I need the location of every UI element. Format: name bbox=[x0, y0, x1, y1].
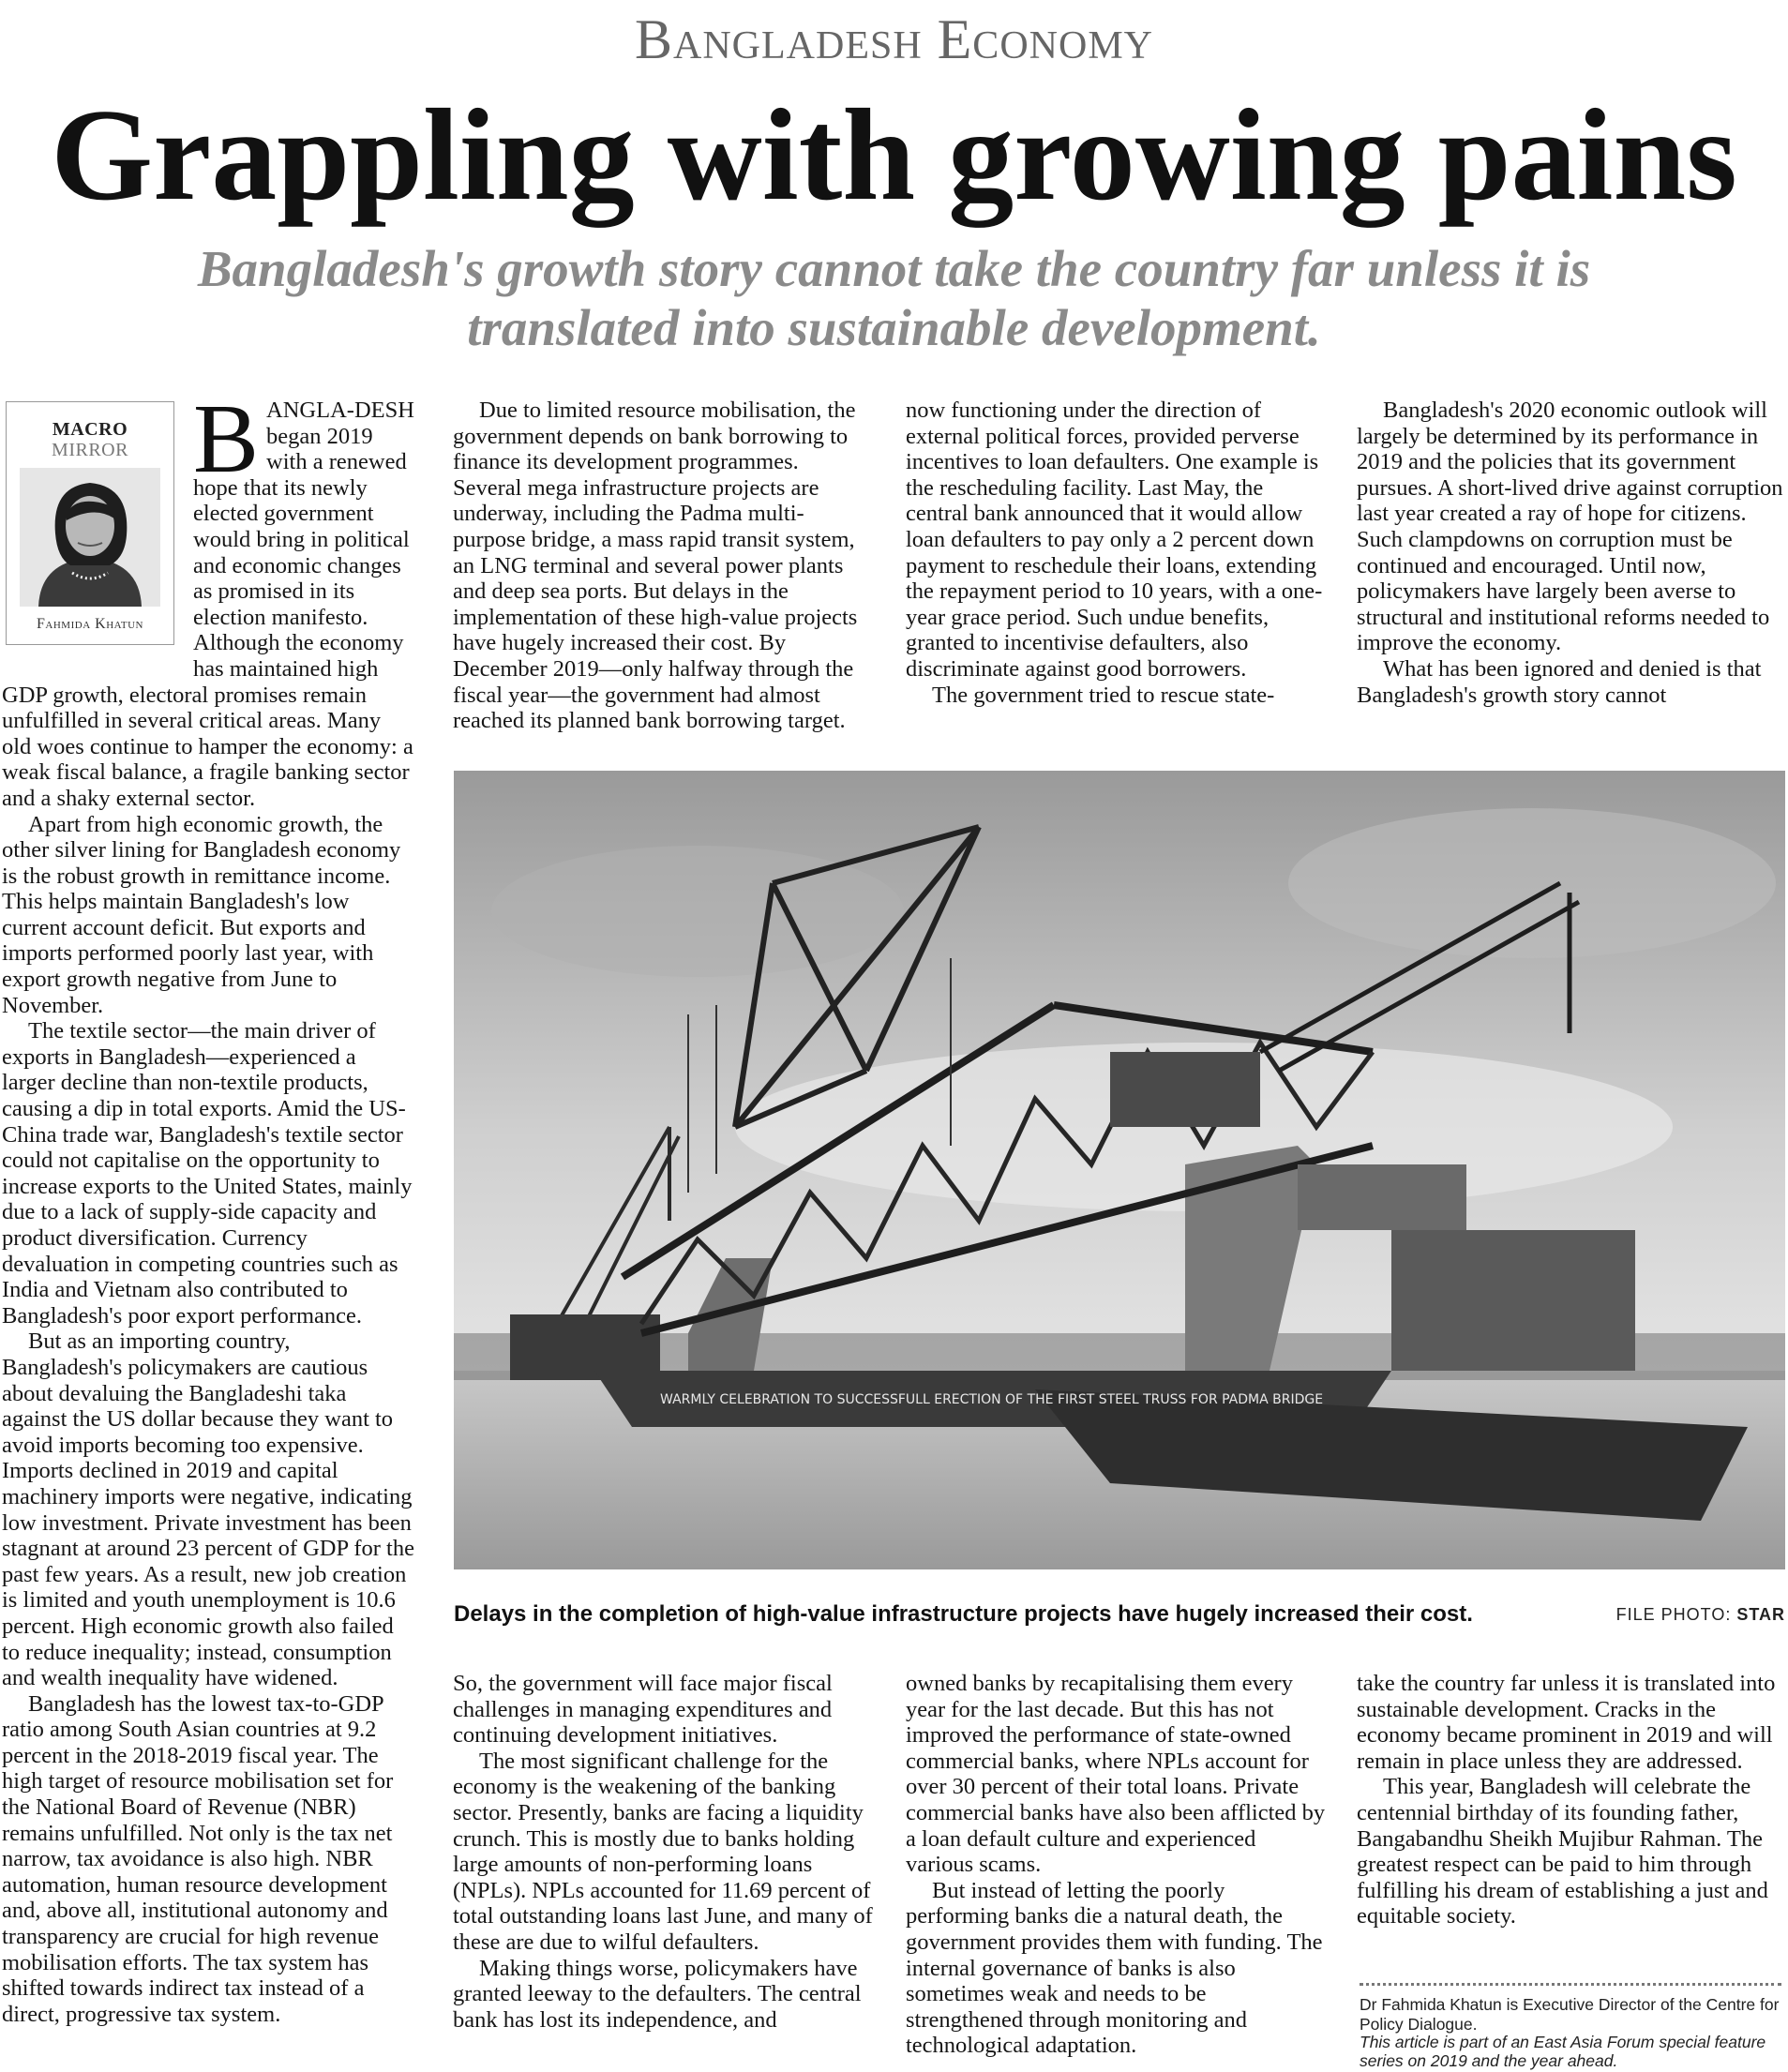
columnist-profile bbox=[6, 401, 174, 645]
credit-source: STAR bbox=[1736, 1605, 1785, 1624]
photo-caption: Delays in the completion of high-value infrastructure projects have hugely increased their cost. bbox=[454, 1601, 1473, 1627]
bridge-construction-photo bbox=[454, 771, 1785, 1569]
paragraph: The most significant challenge for the economy is the weakening of the banking sector. Presently, banks are facing a liquidity crunch. This is mostly due to banks holding large amounts of non-performing loans (NPLs). NPLs accounted for 11.69 percent of total outstanding loans last June, and many of these are due to wilful defaulters. bbox=[453, 1748, 873, 1955]
paragraph: Bangladesh has the lowest tax-to-GDP ratio among South Asian countries at 9.2 percent in the 2018-2019 fiscal year. The high target of resource mobilisation set for the National Board of Revenue (NBR) remains unfulfilled. Not only is the tax net narrow, tax avoidance is also high. NBR automation, human resource development and, above all, institutional autonomy and transparency are crucial for high revenue mobilisation efforts. The tax system has shifted towards indirect tax instead of a direct, progressive tax system. bbox=[2, 1690, 394, 2027]
banner-text: WARMLY CELEBRATION TO SUCCESSFULL ERECTION OF THE FIRST STEEL TRUSS FOR PADMA BRIDGE bbox=[660, 1392, 1324, 1407]
article-column-2-top bbox=[453, 398, 873, 735]
series-note: This article is part of an East Asia Forum special feature series on 2019 and the year ahead. bbox=[1360, 2033, 1766, 2070]
paragraph: Due to limited resource mobilisation, the government depends on bank borrowing to finance its development programmes. Several mega infrastructure projects are underway, including the Padma multi-purpose bridge, a mass rapid transit system, an LNG terminal and several power plants and deep sea ports. But delays in the implementation of these high-value projects have hugely increased their cost. By December 2019—only halfway through the fiscal year—the government had almost reached its planned bank borrowing target. bbox=[453, 398, 858, 734]
article-column-4-bottom bbox=[1357, 1671, 1783, 1929]
author-portrait-icon bbox=[20, 468, 160, 607]
dropcap: B bbox=[193, 383, 260, 493]
paragraph: now functioning under the direction of external political forces, provided perverse incentives to loan defaulters. One example is the rescheduling facility. Last May, the central bank announced that it would allow loan defaulters to pay only a 2 percent down payment to reschedule their loans, extending the repayment period to 10 years, with a one-year grace period. Such undue benefits, granted to incentivise defaulters, also discriminate against good borrowers. bbox=[906, 398, 1323, 682]
article-column-3-top bbox=[906, 398, 1326, 735]
article-subhead: Bangladesh's growth story cannot take the country far unless it is translated into sustainable development. bbox=[197, 240, 1591, 357]
paragraph: ANGLA-DESH began 2019 with a renewed hope that its newly elected government would bring in political and economic changes as promised in its election manifesto. Although the economy has maintained high GDP growth, electoral promises remain unfulfilled in several critical areas. Many old woes continue to hamper the economy: a weak fiscal balance, a fragile banking sector and a shaky external sector. bbox=[2, 398, 414, 811]
author-name: Fahmida Khatun bbox=[37, 616, 143, 632]
article-column-2-bottom bbox=[453, 1671, 873, 2033]
paragraph: The textile sector—the main driver of exports in Bangladesh—experienced a larger decline than non-textile products, causing a dip in total exports. Amid the US-China trade war, Bangladesh's textile sector could not capitalise on the opportunity to increase exports to the United States, mainly due to a lack of supply-side capacity and product diversification. Currency devaluation in competing countries such as India and Vietnam also contributed to Bangladesh's poor export performance. bbox=[2, 1018, 413, 1329]
paragraph: So, the government will face major fiscal challenges in managing expenditures and continuing development initiatives. bbox=[453, 1671, 833, 1749]
paragraph: But instead of letting the poorly performing banks die a natural death, the government provides them with funding. The internal governance of banks is also sometimes weak and needs to be strengthened through monitoring and technological adaptation. bbox=[906, 1877, 1323, 2059]
column-name-mirror: MIRROR bbox=[52, 440, 128, 460]
paragraph: Bangladesh's 2020 economic outlook will largely be determined by its performance in 2019 and the policies that its government pursues. A short-lived drive against corruption last year created a ray of hope for citizens. Such clampdowns on corruption must be continued and encouraged. Until now, policymakers have largely been averse to structural and institutional reforms needed to improve the economy. bbox=[1357, 398, 1783, 656]
paragraph: What has been ignored and denied is that Bangladesh's growth story cannot bbox=[1357, 655, 1762, 708]
paragraph: The government tried to rescue state- bbox=[932, 682, 1275, 708]
paragraph: But as an importing country, Bangladesh's policymakers are cautious about devaluing the Bangladeshi taka against the US dollar because they want to avoid imports becoming too expensive. Imports declined in 2019 and capital machinery imports were negative, indicating low investment. Private investment has been stagnant at around 23 percent of GDP for the past few years. As a result, new job creation is limited and youth unemployment is 10.6 percent. High economic growth also failed to reduce inequality; instead, consumption and wealth inequality have widened. bbox=[2, 1329, 414, 1691]
paragraph: Apart from high economic growth, the other silver lining for Bangladesh economy is the robust growth in remittance income. This helps maintain Bangladesh's low current account deficit. But exports and imports performed poorly last year, with export growth negative from June to November. bbox=[2, 811, 401, 1018]
author-bio: Dr Fahmida Khatun is Executive Director of the Centre for Policy Dialogue. bbox=[1360, 1983, 1781, 2034]
paragraph: take the country far unless it is translated into sustainable development. Cracks in the economy became prominent in 2019 and will remain in place unless they are addressed. bbox=[1357, 1671, 1776, 1774]
paragraph: This year, Bangladesh will celebrate the centennial birthday of its founding father, Bangabandhu Sheikh Mujibur Rahman. The greatest respect can be paid to him through fulfilling his dream of establishing a just and equitable society. bbox=[1357, 1774, 1768, 1929]
column-name-macro: MACRO bbox=[52, 419, 128, 440]
photo-credit bbox=[1594, 1605, 1785, 1625]
paragraph: Making things worse, policymakers have granted leeway to the defaulters. The central bank has lost its independence, and bbox=[453, 1955, 862, 2033]
credit-prefix: FILE PHOTO: bbox=[1615, 1605, 1737, 1624]
article-column-4-top bbox=[1357, 398, 1783, 735]
bridge-photo-icon bbox=[454, 771, 1785, 1569]
section-kicker: Bangladesh Economy bbox=[634, 8, 1153, 70]
article-headline: Grappling with growing pains bbox=[51, 83, 1737, 228]
article-column-3-bottom bbox=[906, 1671, 1326, 2059]
paragraph: owned banks by recapitalising them every year for the last decade. But this has not improved the performance of state-owned commercial banks, where NPLs account for over 30 percent of their total loans. Private commercial banks have also been afflicted by a loan default culture and experienced various scams. bbox=[906, 1671, 1326, 1878]
